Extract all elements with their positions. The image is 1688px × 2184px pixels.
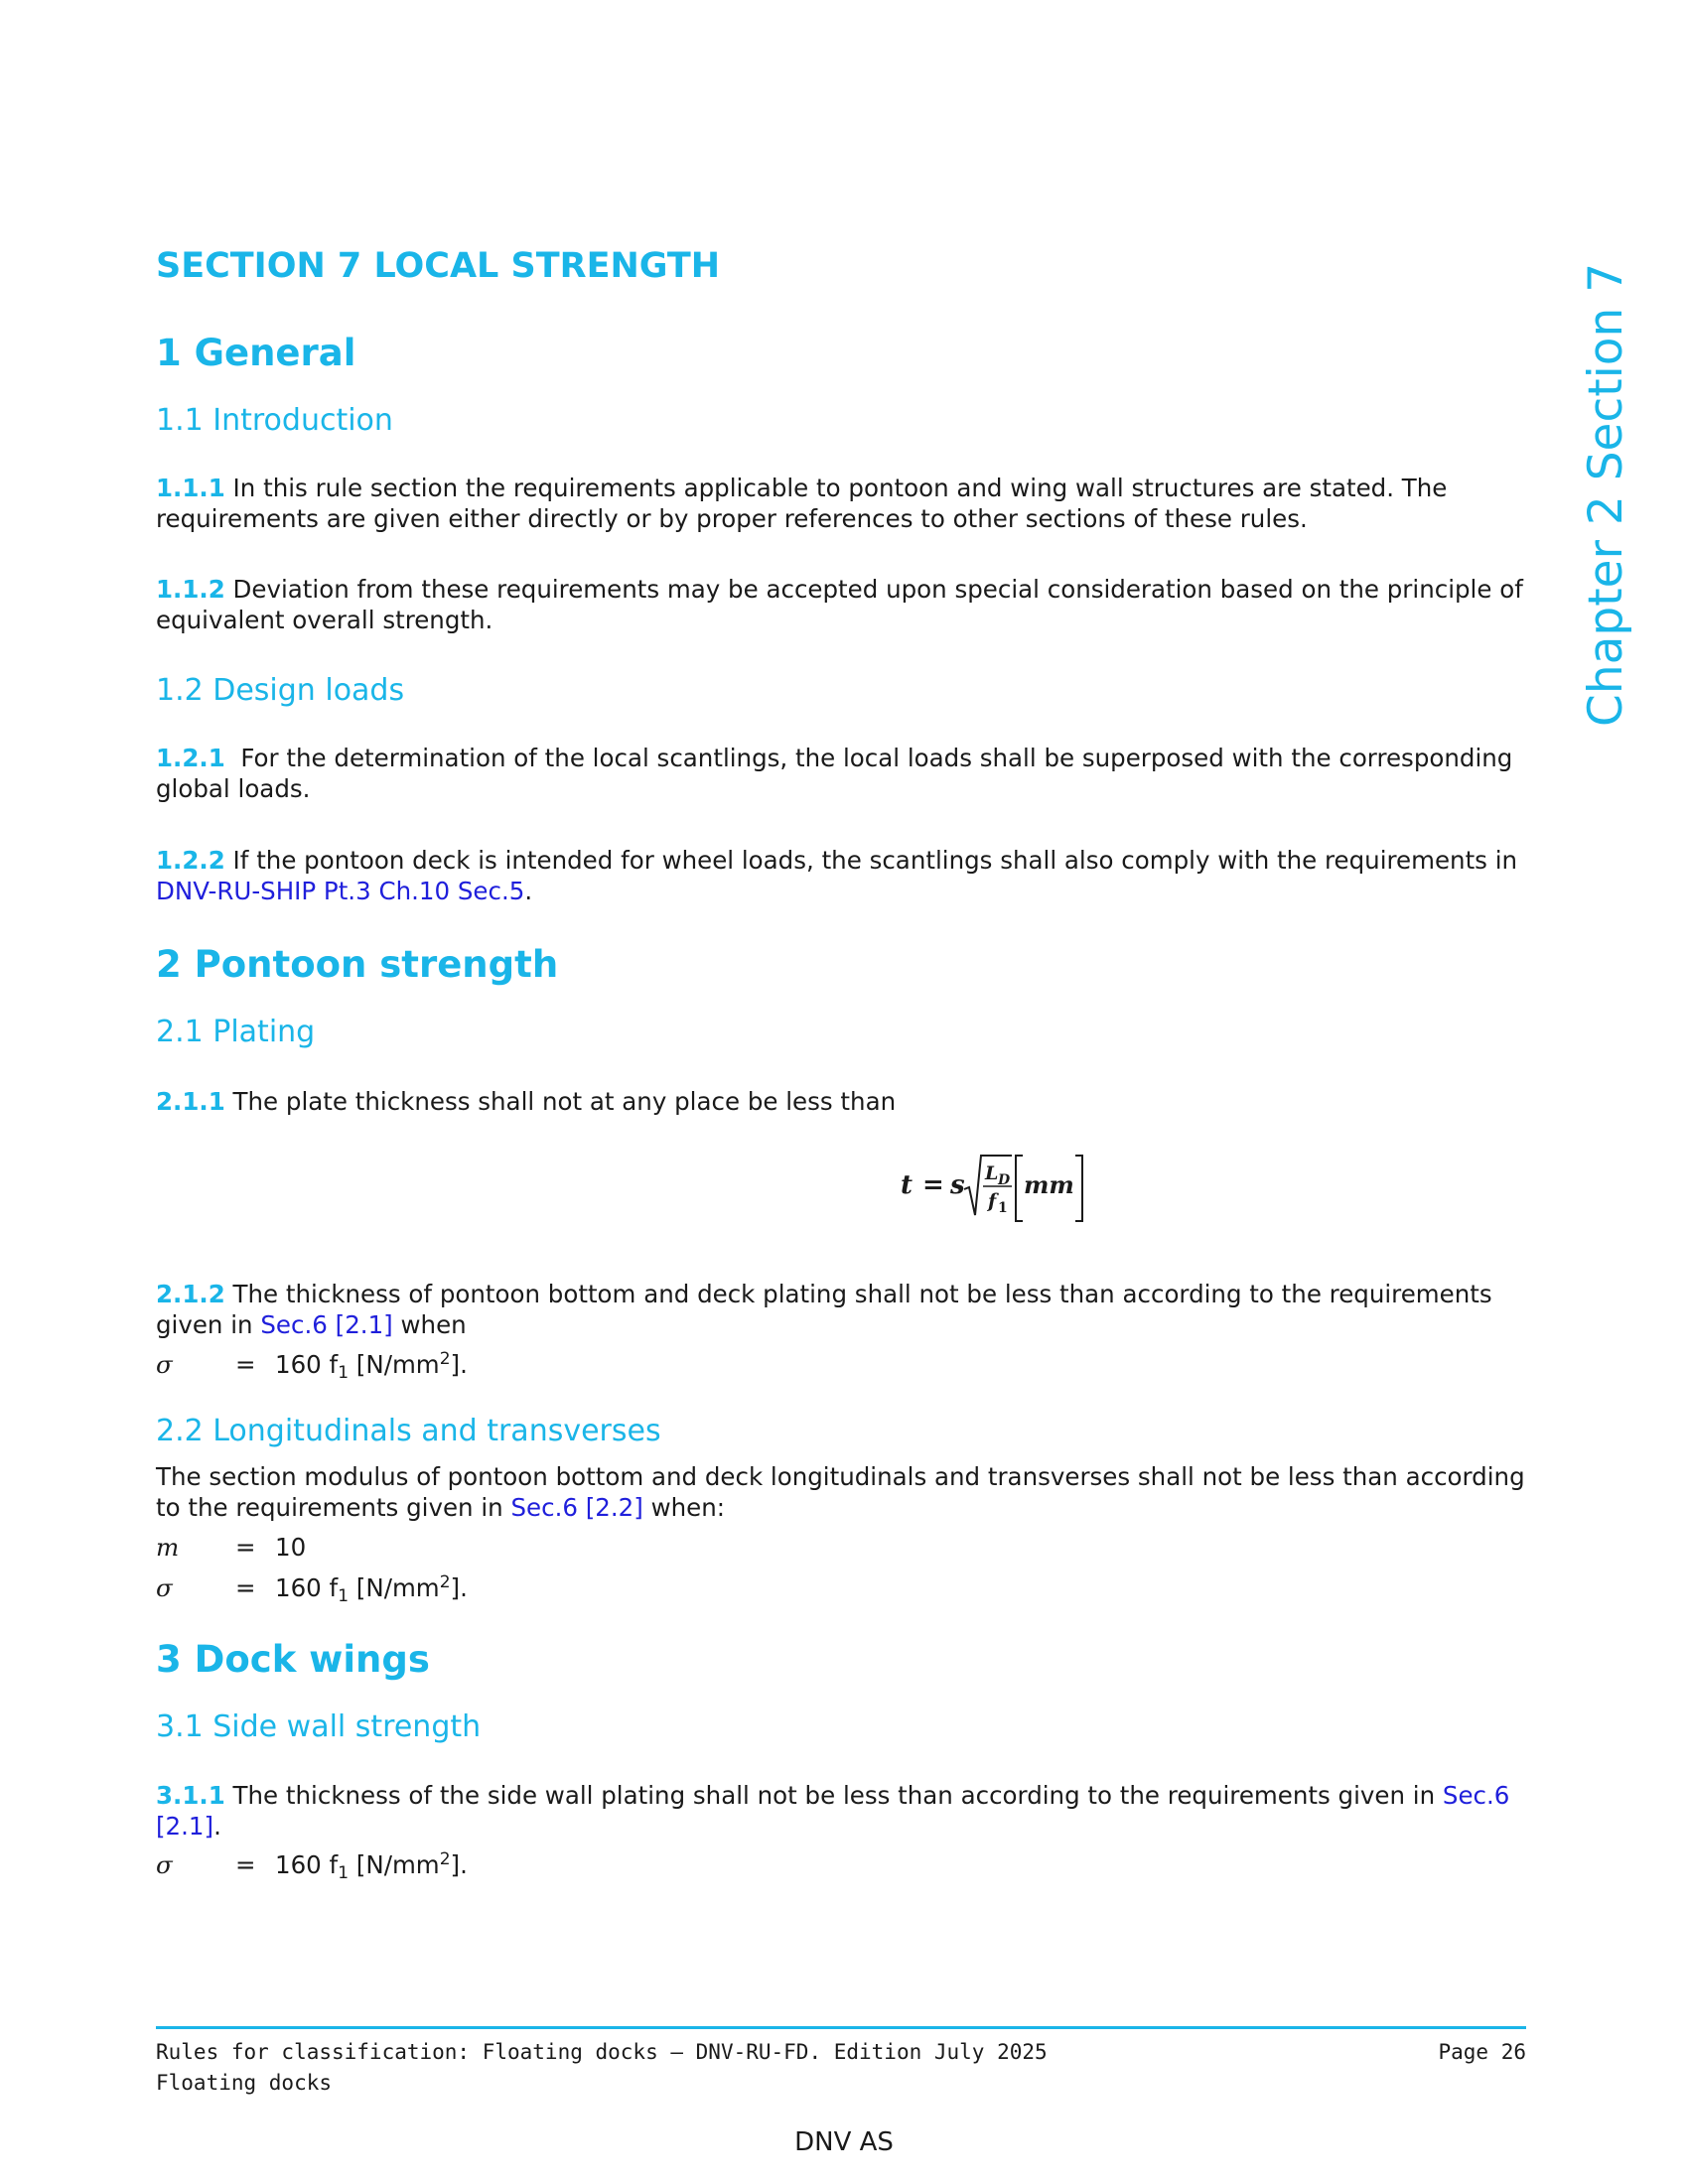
equation-subscript: 1 [338, 1363, 350, 1383]
paragraph-text: If the pontoon deck is intended for wheel loads, the scantlings shall also comply with the requirements in [224, 846, 1518, 875]
heading-longitudinals: 2.2 Longitudinals and transverses [156, 1414, 661, 1448]
footer-title: Rules for classification: Floating docks — DNV-RU-FD. Edition July 2025 [156, 2040, 1048, 2064]
heading-dock-wings: 3 Dock wings [156, 1638, 430, 1681]
equation-unit: [N/mm [349, 1350, 440, 1379]
paragraph-text-end: . [213, 1812, 221, 1841]
formula-denominator: f [988, 1190, 997, 1212]
equation-m [156, 1532, 306, 1563]
formula-equals: = [922, 1170, 944, 1200]
right-bracket [1075, 1156, 1082, 1221]
paragraph-text: For the determination of the local scantlings, the local loads shall be superposed with the corresponding global loads. [156, 744, 1521, 803]
paragraph-number: 1.1.2 [156, 575, 225, 604]
paragraph-1-1-2 [156, 574, 1526, 635]
equation-subscript: 1 [338, 1586, 350, 1606]
equation-equals: = [235, 1850, 256, 1879]
equation-symbol: σ [156, 1350, 173, 1379]
equation-sigma [156, 1344, 468, 1389]
equation-equals: = [235, 1533, 256, 1562]
paragraph-text-end: . [524, 877, 533, 905]
formula-denominator-sub: 1 [998, 1200, 1008, 1216]
equation-symbol: σ [156, 1573, 173, 1602]
left-bracket [1016, 1156, 1023, 1221]
equation-subscript: 1 [338, 1863, 350, 1883]
paragraph-text-end: when [392, 1310, 467, 1339]
page-number: Page 26 [1438, 2040, 1526, 2064]
paragraph-2-1-2 [156, 1279, 1526, 1340]
paragraph-text: The plate thickness shall not at any place be less than [224, 1087, 897, 1116]
section-title: SECTION 7 LOCAL STRENGTH [156, 246, 721, 286]
equation-unit-end: ]. [450, 1573, 468, 1602]
equation-superscript: 2 [439, 1572, 451, 1592]
heading-side-wall-strength: 3.1 Side wall strength [156, 1709, 482, 1744]
plate-thickness-formula [901, 1150, 1099, 1229]
paragraph-text: The section modulus of pontoon bottom and deck longitudinals and transverses shall not be less than according to the requirements given in [156, 1462, 1525, 1522]
paragraph-text: The thickness of the side wall plating shall not be less than according to the requirements given in [224, 1781, 1443, 1810]
paragraph-1-2-1 [156, 743, 1526, 804]
chapter-section-tab: Chapter 2 Section 7 [1579, 262, 1633, 727]
equation-sigma [156, 1568, 468, 1612]
equation-sigma [156, 1844, 468, 1889]
paragraph-2-1-1 [156, 1086, 1526, 1117]
formula-lhs: t [901, 1170, 914, 1200]
reference-link[interactable]: Sec.6 [2.1] [156, 1781, 1510, 1841]
equation-value: 160 f [275, 1850, 339, 1879]
paragraph-2-2 [156, 1461, 1526, 1523]
formula-unit: mm [1024, 1170, 1074, 1199]
paragraph-number: 1.2.2 [156, 846, 225, 875]
paragraph-number: 1.1.1 [156, 474, 225, 502]
footer-divider [156, 2026, 1526, 2029]
paragraph-number: 2.1.2 [156, 1280, 225, 1308]
formula-numerator-sub: D [998, 1172, 1011, 1188]
reference-link[interactable]: DNV-RU-SHIP Pt.3 Ch.10 Sec.5 [156, 877, 525, 905]
equation-value: 160 f [275, 1573, 339, 1602]
paragraph-text: In this rule section the requirements applicable to pontoon and wing wall structures are stated. The requirements are given either directly or by proper references to other sections of these rules. [156, 474, 1448, 533]
company-name: DNV AS [794, 2127, 894, 2157]
heading-introduction: 1.1 Introduction [156, 403, 393, 438]
paragraph-1-2-2 [156, 845, 1526, 906]
equation-equals: = [235, 1350, 256, 1379]
equation-symbol: σ [156, 1850, 173, 1879]
equation-unit-end: ]. [450, 1850, 468, 1879]
equation-equals: = [235, 1573, 256, 1602]
footer [156, 2037, 1526, 2099]
paragraph-text: The thickness of pontoon bottom and deck plating shall not be less than according to the requirements given in [156, 1280, 1492, 1339]
equation-value: 10 [275, 1533, 307, 1562]
equation-symbol: m [156, 1533, 180, 1562]
equation-unit-end: ]. [450, 1350, 468, 1379]
heading-pontoon-strength: 2 Pontoon strength [156, 943, 559, 986]
reference-link[interactable]: Sec.6 [2.1] [260, 1310, 393, 1339]
equation-superscript: 2 [439, 1849, 451, 1869]
heading-design-loads: 1.2 Design loads [156, 673, 405, 708]
paragraph-text: Deviation from these requirements may be accepted upon special consideration based on the principle of equivalent overall strength. [156, 575, 1523, 634]
paragraph-number: 2.1.1 [156, 1087, 225, 1116]
equation-unit: [N/mm [349, 1850, 440, 1879]
equation-value: 160 f [275, 1350, 339, 1379]
formula-numerator: L [985, 1162, 999, 1184]
formula-s: s [950, 1170, 965, 1200]
heading-general: 1 General [156, 332, 356, 374]
equation-unit: [N/mm [349, 1573, 440, 1602]
equation-superscript: 2 [439, 1349, 451, 1369]
footer-subtitle: Floating docks [156, 2071, 333, 2095]
paragraph-1-1-1 [156, 473, 1526, 534]
paragraph-3-1-1 [156, 1780, 1526, 1842]
paragraph-number: 3.1.1 [156, 1781, 225, 1810]
heading-plating: 2.1 Plating [156, 1015, 316, 1049]
paragraph-text-end: when: [642, 1493, 726, 1522]
paragraph-number: 1.2.1 [156, 744, 225, 772]
reference-link[interactable]: Sec.6 [2.2] [510, 1493, 643, 1522]
